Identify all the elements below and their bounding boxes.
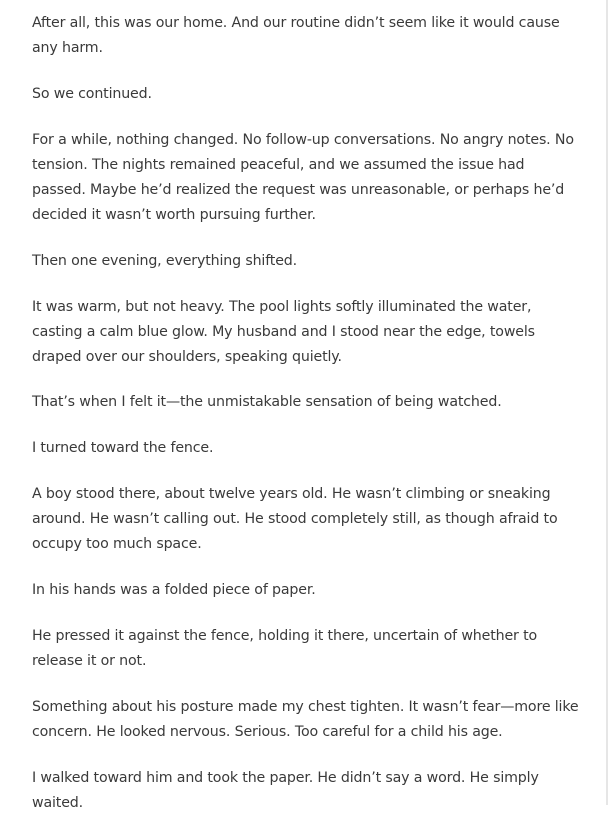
paragraph-5: It was warm, but not heavy. The pool lights softly illuminated the water, casting a calm blue glow. My husband and I stood near the edge, towels draped over our shoulders, speaking quietly.: [32, 299, 535, 365]
paragraph-2: So we continued.: [32, 86, 152, 102]
paragraph-8: A boy stood there, about twelve years old. He wasn’t climbing or sneaking around. He wasn’t calling out. He stood completely still, as though afraid to occupy too much space.: [32, 486, 558, 552]
paragraph-7: I turned toward the fence.: [32, 440, 214, 456]
paragraph-1: After all, this was our home. And our routine didn’t seem like it would cause any harm.: [32, 15, 560, 56]
paragraph-4: Then one evening, everything shifted.: [32, 253, 298, 269]
paragraph-10: He pressed it against the fence, holding it there, uncertain of whether to release it or not.: [32, 628, 538, 669]
paragraph-12: I walked toward him and took the paper. He didn’t say a word. He simply waited.: [32, 770, 539, 811]
paragraph-11: Something about his posture made my chest tighten. It wasn’t fear—more like concern. He looked nervous. Serious. Too careful for a child his age.: [32, 699, 579, 740]
paragraph-9: In his hands was a folded piece of paper.: [32, 582, 316, 598]
paragraph-6: That’s when I felt it—the unmistakable sensation of being watched.: [32, 394, 502, 410]
paragraph-3: For a while, nothing changed. No follow-up conversations. No angry notes. No tension. The nights remained peaceful, and we assumed the issue had passed. Maybe he’d realized the request was unreasonable, or perhaps he’d decided it wasn’t worth pursuing further.: [32, 132, 574, 223]
